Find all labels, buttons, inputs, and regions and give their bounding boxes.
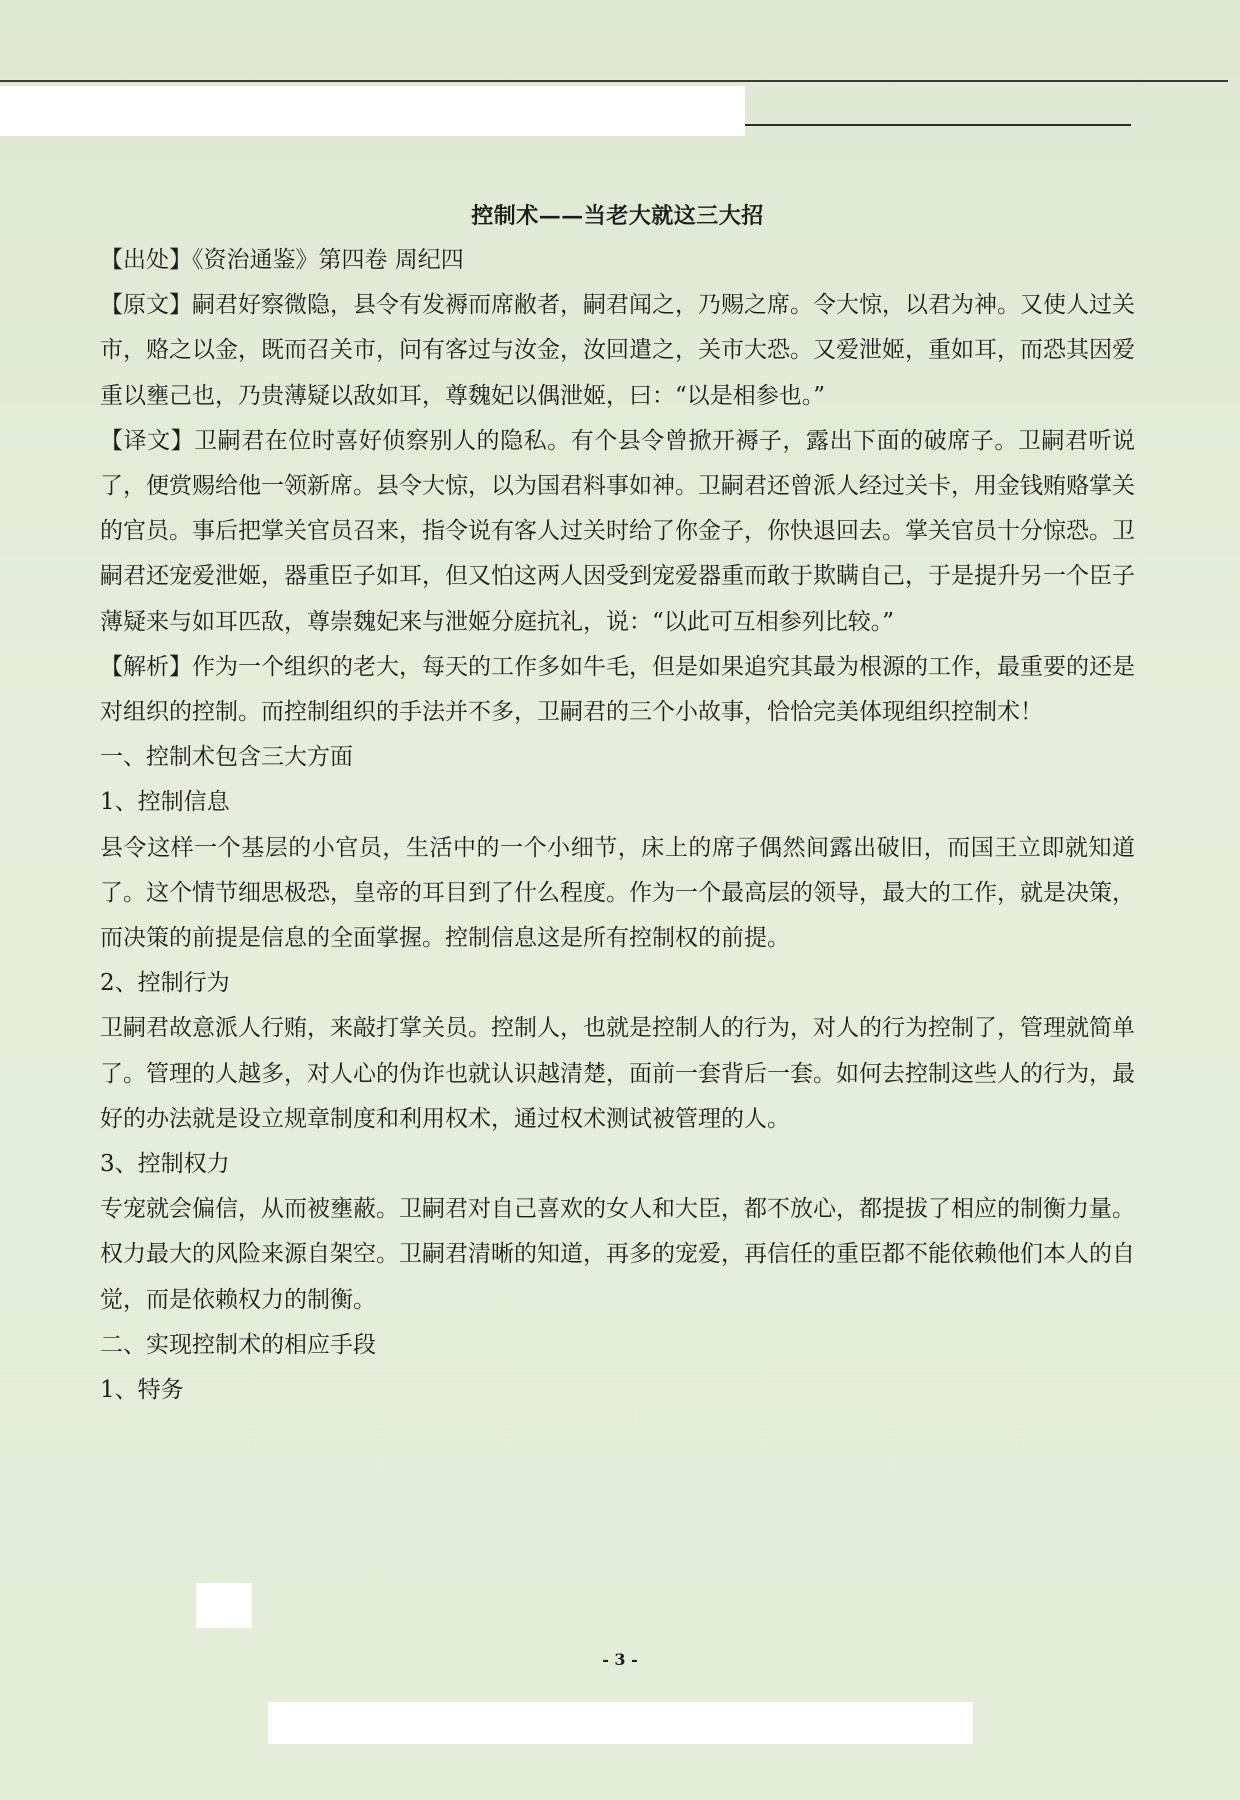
translation-label: 【译文】: [100, 427, 195, 454]
paragraph-control-information: 县令这样一个基层的小官员，生活中的一个小细节，床上的席子偶然间露出破旧，而国王立即就知道了。这个情节细思极恐，皇帝的耳目到了什么程度。作为一个最高层的领导，最大的工作，就是决策，而决策的前提是信息的全面掌握。控制信息这是所有控制权的前提。: [100, 834, 1135, 952]
page-number: - 3 -: [602, 1650, 638, 1669]
source-label: 【出处】: [100, 247, 192, 273]
redaction-block-inline: [196, 1583, 252, 1628]
source-text: 《资治通鉴》第四卷 周纪四: [192, 247, 464, 273]
section-heading-aspects: 一、控制术包含三大方面: [100, 744, 353, 771]
original-text: 嗣君好察微隐，县令有发褥而席敝者，嗣君闻之，乃赐之席。令大惊，以君为神。又使人过关市，赂之以金，既而召关市，问有客过与汝金，汝回遣之，关市大恐。又爱泄姬，重如耳，而恐其因爱重以壅己也，乃贵薄疑以敌如耳，尊魏妃以偶泄姬，曰：“以是相参也。”: [100, 292, 1135, 409]
subheading-control-power: 3、控制权力: [100, 1151, 230, 1178]
analysis-paragraph: [100, 645, 1135, 735]
paragraph-control-behavior: 卫嗣君故意派人行贿，来敲打掌关员。控制人，也就是控制人的行为，对人的行为控制了，管理就简单了。管理的人越多，对人心的伪诈也就认识越清楚，面前一套背后一套。如何去控制这些人的行为，最好的办法就是设立规章制度和利用权术，通过权术测试被管理的人。: [100, 1015, 1135, 1132]
section-heading-means: 二、实现控制术的相应手段: [100, 1331, 376, 1358]
subheading-control-information: 1、控制信息: [100, 789, 230, 816]
header-rule: [745, 124, 1131, 126]
original-label: 【原文】: [100, 292, 192, 319]
document-title: 控制术——当老大就这三大招: [471, 203, 764, 229]
document-body: [100, 194, 1135, 1413]
subheading-agents: 1、特务: [100, 1377, 184, 1404]
translation-text: 卫嗣君在位时喜好侦察别人的隐私。有个县令曾掀开褥子，露出下面的破席子。卫嗣君听说了，便赏赐给他一领新席。县令大惊，以为国君料事如神。卫嗣君还曾派人经过关卡，用金钱贿赂掌关的官员。事后把掌关官员召来，指令说有客人过关时给了你金子，你快退回去。掌关官员十分惊恐。卫嗣君还宠爱泄姬，器重臣子如耳，但又怕这两人因受到宠爱器重而敢于欺瞒自己，于是提升另一个臣子薄疑来与如耳匹敌，尊崇魏妃来与泄姬分庭抗礼，说：“以此可互相参列比较。”: [100, 427, 1136, 635]
paragraph-control-power: 专宠就会偏信，从而被壅蔽。卫嗣君对自己喜欢的女人和大臣，都不放心，都提拔了相应的制衡力量。权力最大的风险来源自架空。卫嗣君清晰的知道，再多的宠爱，再信任的重臣都不能依赖他们本人的自觉，而是依赖权力的制衡。: [100, 1196, 1135, 1313]
original-text-paragraph: [100, 283, 1135, 419]
analysis-text: 作为一个组织的老大，每天的工作多如牛毛，但是如果追究其最为根源的工作，最重要的还是对组织的控制。而控制组织的手法并不多，卫嗣君的三个小故事，恰恰完美体现组织控制术！: [100, 653, 1135, 726]
subheading-control-behavior: 2、控制行为: [100, 970, 230, 997]
redaction-block-top: [0, 86, 745, 136]
top-edge-rule: [0, 80, 1228, 82]
source-paragraph: [100, 238, 1135, 283]
redaction-block-bottom: [268, 1702, 973, 1744]
analysis-label: 【解析】: [100, 653, 192, 680]
translation-paragraph: [100, 419, 1135, 645]
